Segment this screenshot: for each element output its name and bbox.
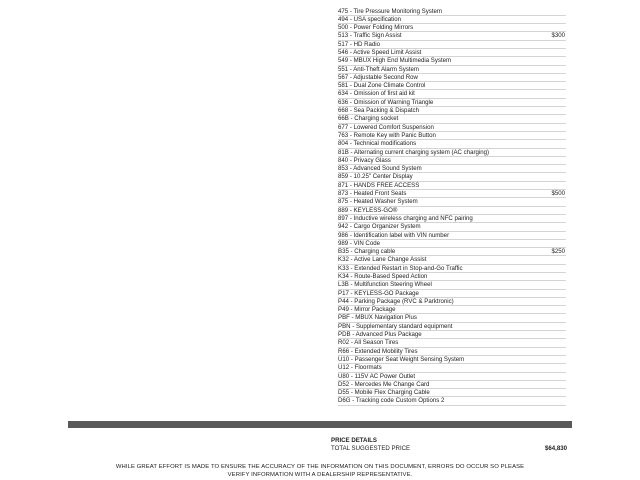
option-row — [338, 348, 566, 356]
option-row — [338, 190, 566, 198]
option-label: PBF - MBUX Navigation Plus — [338, 314, 417, 322]
option-label: R66 - Extended Mobility Tires — [338, 347, 418, 355]
option-row — [338, 57, 566, 65]
option-row — [338, 298, 566, 306]
option-price — [565, 124, 566, 131]
option-price — [565, 339, 566, 346]
option-price — [565, 8, 566, 15]
option-row — [338, 74, 566, 82]
option-label: 475 - Tire Pressure Monitoring System — [338, 7, 442, 15]
option-row — [338, 240, 566, 248]
option-row — [338, 99, 566, 107]
price-details — [331, 437, 567, 453]
option-label: U80 - 115V AC Power Outlet — [338, 372, 416, 380]
option-row — [338, 223, 566, 231]
option-price — [565, 165, 566, 172]
option-price — [565, 16, 566, 23]
option-row — [338, 364, 566, 372]
option-label: 81B - Alternating current charging system (AC charging) — [338, 148, 490, 156]
option-label: 989 - VIN Code — [338, 239, 381, 247]
option-price — [565, 281, 566, 288]
option-price — [565, 99, 566, 106]
option-price — [565, 215, 566, 222]
option-price — [565, 240, 566, 247]
option-price — [565, 356, 566, 363]
option-row — [338, 157, 566, 165]
option-label: 986 - Identification label with VIN number — [338, 231, 450, 239]
option-row — [338, 132, 566, 140]
option-price — [565, 381, 566, 388]
option-row — [338, 397, 566, 405]
option-label: 875 - Heated Washer System — [338, 198, 418, 206]
option-label: K33 - Extended Restart in Stop-and-Go Traffic — [338, 264, 463, 272]
option-row — [338, 24, 566, 32]
option-price — [565, 82, 566, 89]
option-price — [565, 314, 566, 321]
option-row — [338, 90, 566, 98]
option-row — [338, 273, 566, 281]
option-price — [565, 74, 566, 81]
option-price: $250 — [551, 248, 565, 256]
option-label: U10 - Passenger Seat Weight Sensing System — [338, 355, 465, 363]
option-price — [565, 90, 566, 97]
option-label: 942 - Cargo Organizer System — [338, 223, 421, 231]
option-row — [338, 49, 566, 57]
option-row — [338, 314, 566, 322]
option-price — [565, 49, 566, 56]
option-row — [338, 32, 566, 40]
option-label: 763 - Remote Key with Panic Button — [338, 131, 436, 139]
option-price — [565, 57, 566, 64]
option-label: K34 - Route-Based Speed Action — [338, 273, 428, 280]
option-label: L3B - Multifunction Steering Wheel — [338, 281, 432, 289]
option-row — [338, 215, 566, 223]
option-row — [338, 339, 566, 347]
option-price — [565, 265, 566, 272]
option-label: 549 - MBUX High End Multimedia System — [338, 57, 452, 65]
option-row — [338, 8, 566, 16]
option-row — [338, 265, 566, 273]
option-label: 897 - Inductive wireless charging and NFC pairing — [338, 214, 473, 222]
option-label: P44 - Parking Package (RVC & Parktronic) — [338, 297, 454, 305]
option-row — [338, 248, 566, 256]
option-label: D6G - Tracking code Custom Options 2 — [338, 397, 445, 405]
option-row — [338, 323, 566, 331]
option-price — [565, 107, 566, 114]
option-label: 889 - KEYLESS-GO® — [338, 206, 398, 214]
option-label: 546 - Active Speed Limit Assist — [338, 48, 422, 56]
option-row — [338, 356, 566, 364]
option-row — [338, 256, 566, 264]
option-price — [565, 132, 566, 139]
option-label: 804 - Technical modifications — [338, 140, 417, 148]
option-label: 859 - 10.25" Center Display — [338, 173, 413, 181]
option-row — [338, 198, 566, 206]
option-price — [565, 173, 566, 180]
option-row — [338, 82, 566, 90]
option-price: $300 — [551, 32, 565, 40]
option-label: 840 - Privacy Glass — [338, 156, 391, 164]
option-label: D55 - Mobile Flex Charging Cable — [338, 389, 430, 397]
price-details-title: PRICE DETAILS — [331, 437, 377, 444]
option-price — [565, 397, 566, 404]
option-price — [565, 306, 566, 313]
option-label: U12 - Floormats — [338, 364, 382, 372]
option-label: 567 - Adjustable Second Row — [338, 73, 418, 81]
option-row — [338, 41, 566, 49]
option-price — [565, 290, 566, 297]
option-label: 66B - Charging socket — [338, 115, 399, 123]
option-label: P17 - KEYLESS-GO Package — [338, 289, 419, 297]
option-row — [338, 173, 566, 181]
option-price — [565, 66, 566, 73]
option-price — [565, 149, 566, 156]
disclaimer-text: WHILE GREAT EFFORT IS MADE TO ENSURE THE ACCURACY OF THE INFORMATION ON THIS DOCUMENT, ERRORS DO OCCUR SO PLEASE VERIFY INFORMATION WITH A DEALERSHIP REPRESENTATIVE. — [115, 464, 525, 478]
option-label: 871 - HANDS FREE ACCESS — [338, 181, 420, 189]
option-row — [338, 281, 566, 289]
option-row — [338, 306, 566, 314]
option-row — [338, 140, 566, 148]
option-label: P49 - Mirror Package — [338, 306, 396, 314]
option-price — [565, 198, 566, 205]
option-label: 513 - Traffic Sign Assist — [338, 32, 402, 40]
option-price — [565, 24, 566, 31]
option-row — [338, 373, 566, 381]
total-price-label: TOTAL SUGGESTED PRICE — [331, 445, 411, 452]
option-row — [338, 16, 566, 24]
option-price — [565, 232, 566, 239]
option-price — [565, 140, 566, 147]
option-price: $500 — [551, 190, 565, 198]
option-price — [565, 348, 566, 355]
option-price — [565, 207, 566, 214]
option-label: 668 - Sea Packing & Dispatch — [338, 107, 419, 115]
option-label: D52 - Mercedes Me Change Card — [338, 380, 430, 388]
option-label: 517 - HD Radio — [338, 40, 380, 48]
option-row — [338, 290, 566, 298]
option-label: 581 - Dual Zone Climate Control — [338, 82, 426, 90]
option-label: B35 - Charging cable — [338, 248, 396, 256]
option-price — [565, 223, 566, 230]
option-label: 636 - Omission of Warning Triangle — [338, 98, 434, 106]
option-row — [338, 331, 566, 339]
option-price — [565, 182, 566, 189]
option-row — [338, 66, 566, 74]
option-price — [565, 256, 566, 263]
option-price — [565, 389, 566, 396]
option-label: K32 - Active Lane Change Assist — [338, 256, 427, 264]
section-divider-bar — [68, 421, 572, 428]
option-row — [338, 182, 566, 190]
option-price — [565, 364, 566, 371]
option-label: 494 - USA specification — [338, 15, 402, 23]
option-row — [338, 149, 566, 157]
option-label: R02 - All Season Tires — [338, 339, 399, 347]
option-row — [338, 124, 566, 132]
option-row — [338, 381, 566, 389]
option-row — [338, 389, 566, 397]
option-price — [565, 373, 566, 380]
option-label: 873 - Heated Front Seats — [338, 190, 407, 198]
option-price — [565, 323, 566, 330]
option-label: 551 - Anti-Theft Alarm System — [338, 65, 419, 73]
option-label: 634 - Omission of first aid kit — [338, 90, 415, 98]
option-price — [565, 157, 566, 164]
options-list — [338, 8, 566, 406]
option-label: 677 - Lowered Comfort Suspension — [338, 123, 434, 131]
total-price-row — [331, 445, 567, 453]
option-label: PBN - Supplementary standard equipment — [338, 322, 453, 330]
option-label: PDB - Advanced Plus Package — [338, 331, 422, 339]
option-row — [338, 107, 566, 115]
option-label: 853 - Advanced Sound System — [338, 165, 422, 173]
option-price — [565, 115, 566, 122]
option-price — [565, 41, 566, 48]
total-price-value: $64,830 — [544, 445, 567, 452]
option-label: 500 - Power Folding Mirrors — [338, 24, 414, 32]
option-price — [565, 273, 566, 280]
option-row — [338, 165, 566, 173]
option-row — [338, 232, 566, 240]
option-price — [565, 298, 566, 305]
option-price — [565, 331, 566, 338]
option-row — [338, 207, 566, 215]
option-row — [338, 115, 566, 123]
